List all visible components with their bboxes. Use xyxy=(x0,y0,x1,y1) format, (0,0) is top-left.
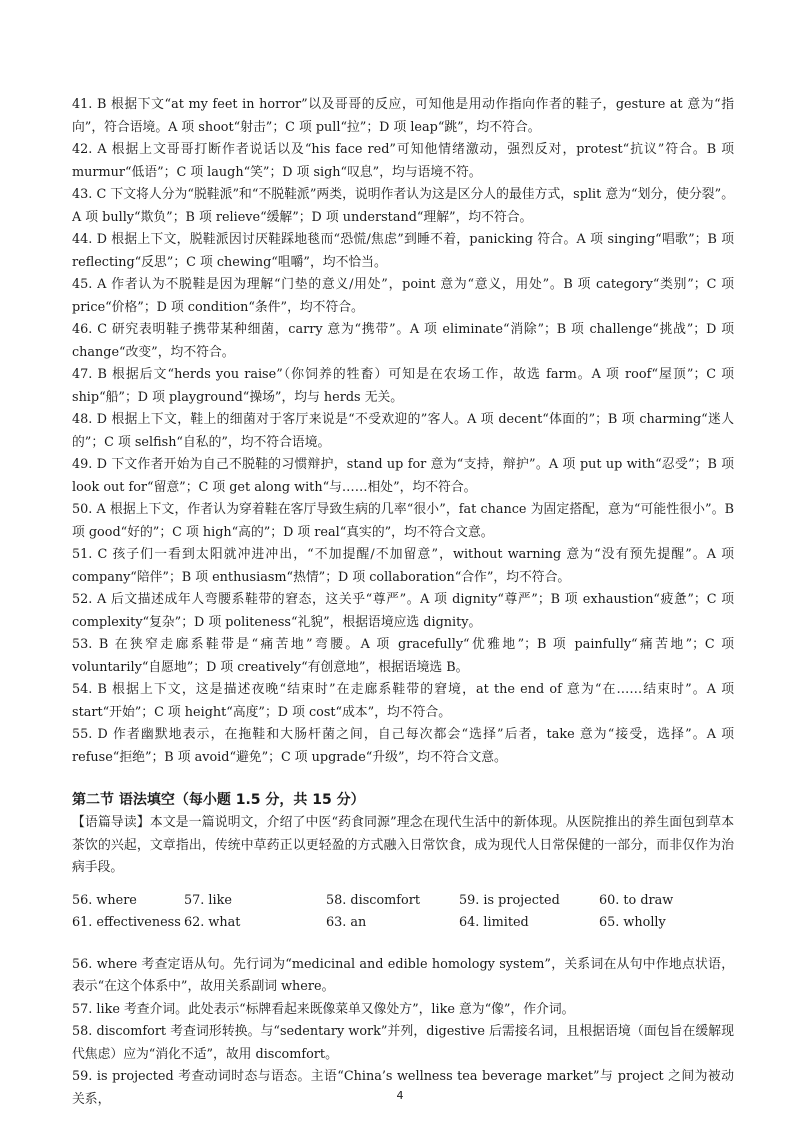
grammar-explanations xyxy=(72,954,734,1112)
explanation-45: 45. A 作者认为不脱鞋是因为理解“门垫的意义/用处”，point 意为“意义，用处”。B 项 category“类别”；C 项 price“价格”；D 项 condition“条件”，均不符合。 xyxy=(72,277,734,315)
answer-64: 64. limited xyxy=(459,915,529,930)
page-content xyxy=(72,94,734,1111)
answer-59: 59. is projected xyxy=(459,892,560,908)
explanation-41: 41. B 根据下文“at my feet in horror”以及哥哥的反应，可知他是用动作指向作者的鞋子，gesture at 意为“指向”，符合语境。A 项 shoot“射击”；C 项 pull“拉”；D 项 leap“跳”，均不符合。 xyxy=(72,97,734,135)
answer-row-1 xyxy=(72,890,734,913)
explanation-44: 44. D 根据上下文，脱鞋派因讨厌鞋踩地毯而“恐慌/焦虑”到睡不着，panicking 符合。A 项 singing“唱歌”；B 项 reflecting“反思”；C 项 chewing“咀嚼”，均不恰当。 xyxy=(72,232,734,270)
explanation-55: 55. D 作者幽默地表示，在拖鞋和大肠杆菌之间，自己每次都会“选择”后者，take 意为“接受，选择”。A 项 refuse“拒绝”；B 项 avoid“避免”；C 项 upgrade“升级”，均不符合文意。 xyxy=(72,727,734,765)
answer-56: 56. where xyxy=(72,892,137,908)
explanation-53: 53. B 在狭窄走廊系鞋带是“痛苦地”弯腰。A 项 gracefully“优雅地”；B 项 painfully“痛苦地”；C 项 voluntarily“自愿地”；D 项 creatively“有创意地”，根据语境选 B。 xyxy=(72,637,734,675)
page-number: 4 xyxy=(396,1089,404,1102)
answer-57: 57. like xyxy=(184,892,232,908)
explanation-43: 43. C 下文将人分为“脱鞋派”和“不脱鞋派”两类，说明作者认为这是区分人的最佳方式，split 意为“划分，使分裂”。A 项 bully“欺负”；B 项 relieve“缓解”；D 项 understand“理解”，均不符合。 xyxy=(72,187,734,225)
explanation-42: 42. A 根据上文哥哥打断作者说话以及“his face red”可知他情绪激动，强烈反对，protest“抗议”符合。B 项 murmur“低语”；C 项 laugh“笑”；D 项 sigh“叹息”，均与语境不符。 xyxy=(72,142,734,180)
explanation-59: 59. is projected 考查动词时态与语态。主语“China’s wellness tea beverage market”与 project 之间为被动关系， xyxy=(72,1069,734,1107)
answer-58: 58. discomfort xyxy=(326,892,420,908)
answer-row-2 xyxy=(72,912,734,935)
spacer xyxy=(72,880,734,890)
explanation-49: 49. D 下文作者开始为自己不脱鞋的习惯辩护，stand up for 意为“支持，辩护”。A 项 put up with“忍受”；B 项 look out for“留意”；C 项 get along with“与……相处”，均不符合。 xyxy=(72,457,734,495)
section-heading: 第二节 语法填空（每小题 1.5 分，共 15 分） xyxy=(72,792,365,808)
explanation-46: 46. C 研究表明鞋子携带某种细菌，carry 意为“携带”。A 项 eliminate“消除”；B 项 challenge“挑战”；D 项 change“改变”，均不符合。 xyxy=(72,322,734,360)
answer-63: 63. an xyxy=(326,915,367,930)
explanation-56: 56. where 考查定语从句。先行词为“medicinal and edible homology system”，关系词在从句中作地点状语，表示“在这个体系中”，故用关系副词 where。 xyxy=(72,956,734,994)
reading-guide: 【语篇导读】本文是一篇说明文，介绍了中医“药食同源”理念在现代生活中的新体现。从医院推出的养生面包到草本茶饮的兴起，文章指出，传统中草药正以更轻盈的方式融入日常饮食，成为现代人日常保健的一部分，而非仅作为治病手段。 xyxy=(72,815,734,875)
explanation-57: 57. like 考查介词。此处表示“标牌看起来既像菜单又像处方”，like 意为“像”，作介词。 xyxy=(72,1001,575,1017)
answer-61: 61. effectiveness xyxy=(72,915,181,930)
explanation-47: 47. B 根据后文“herds you raise”（你饲养的牲畜）可知是在农场工作，故选 farm。A 项 roof“屋顶”；C 项 ship“船”；D 项 playground“操场”，均与 herds 无关。 xyxy=(72,367,734,405)
answer-explanations-41-55 xyxy=(72,94,734,769)
spacer xyxy=(72,935,734,954)
explanation-50: 50. A 根据上下文，作者认为穿着鞋在客厅导致生病的几率“很小”，fat chance 为固定搭配，意为“可能性很小”。B 项 good“好的”；C 项 high“高的”；D 项 real“真实的”，均不符合文意。 xyxy=(72,502,734,540)
explanation-48: 48. D 根据上下文，鞋上的细菌对于客厅来说是“不受欢迎的”客人。A 项 decent“体面的”；B 项 charming“迷人的”；C 项 selfish“自私的”，均不符合语境。 xyxy=(72,412,734,450)
explanation-51: 51. C 孩子们一看到太阳就冲进冲出，“不加提醒/不加留意”，without warning 意为“没有预先提醒”。A 项 company“陪伴”；B 项 enthusiasm“热情”；D 项 collaboration“合作”，均不符合。 xyxy=(72,547,734,585)
explanation-52: 52. A 后文描述成年人弯腰系鞋带的窘态，这关乎“尊严”。A 项 dignity“尊严”；B 项 exhaustion“疲惫”；C 项 complexity“复杂”；D 项 politeness“礼貌”，根据语境应选 dignity。 xyxy=(72,592,734,630)
answer-60: 60. to draw xyxy=(599,892,674,908)
explanation-54: 54. B 根据上下文，这是描述夜晚“结束时”在走廊系鞋带的窘境，at the end of 意为“在……结束时”。A 项 start“开始”；C 项 height“高度”；D 项 cost“成本”，均不符合。 xyxy=(72,682,734,720)
spacer xyxy=(72,769,734,788)
answer-65: 65. wholly xyxy=(599,915,666,930)
answer-62: 62. what xyxy=(184,915,241,930)
explanation-58: 58. discomfort 考查词形转换。与“sedentary work”并列，digestive 后需接名词，且根据语境（面包旨在缓解现代焦虑）应为“消化不适”，故用 discomfort。 xyxy=(72,1024,734,1062)
